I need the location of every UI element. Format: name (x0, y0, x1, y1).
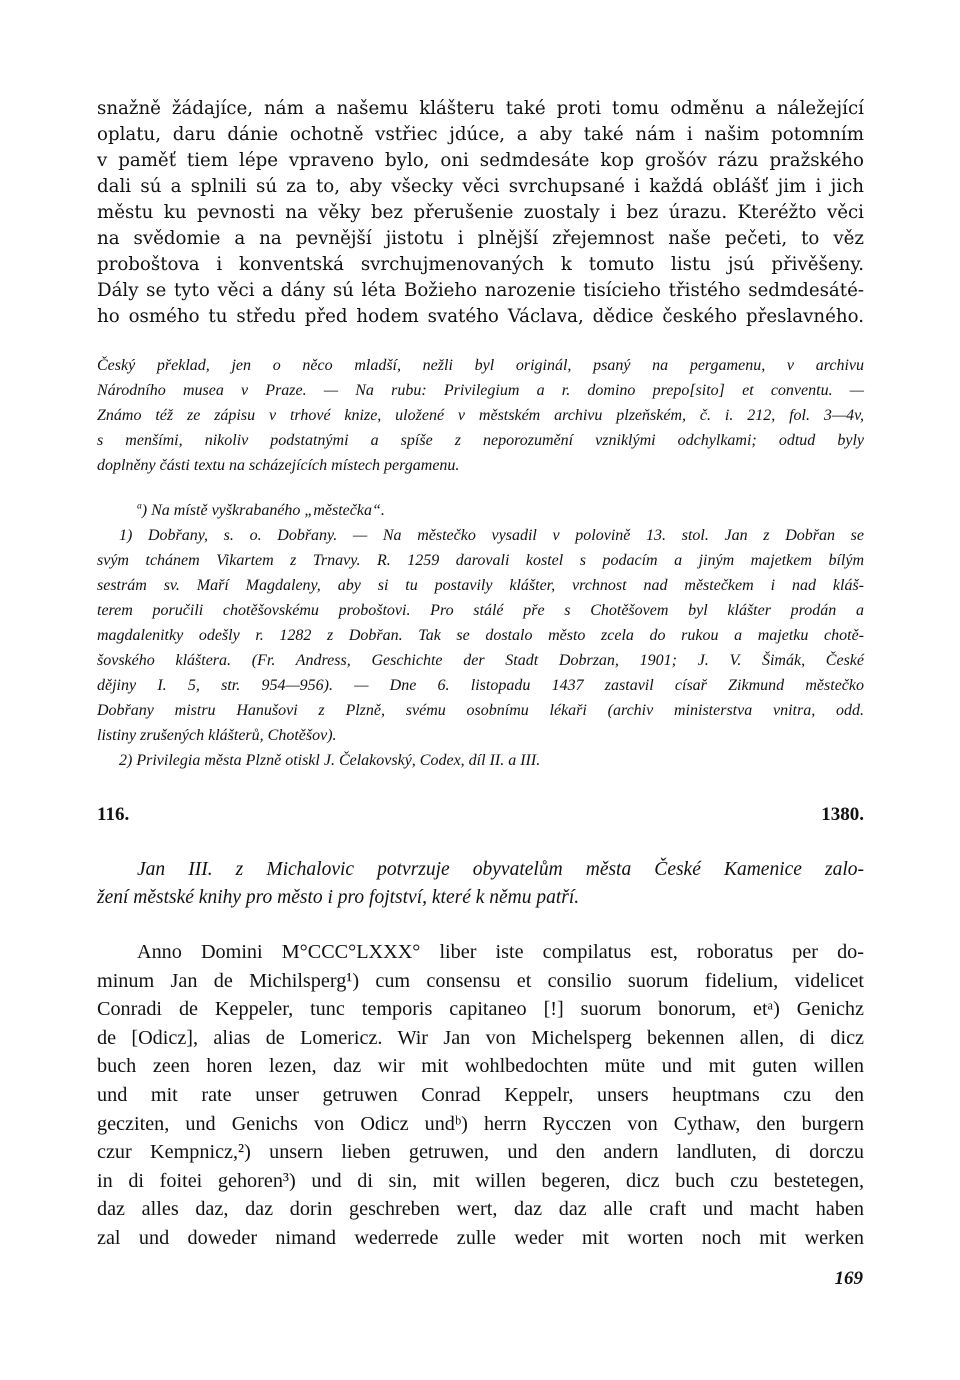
charter-line: daz alles daz, daz dorin geschreben wert, daz daz alle craft und macht haben (97, 1198, 864, 1221)
charter-line: de [Odicz], alias de Lomericz. Wir Jan von Michelsperg bekennen allen, di dicz (97, 1026, 864, 1049)
text-line: na svědomie a na pevnější jistotu i plnější zřejemnost naše pečeti, to věz (97, 228, 864, 249)
note-line: s menšími, nikoliv podstatnými a spíše z neporozumění vzniklými odchylkami; odtud byly (97, 432, 864, 449)
text-line: v paměť tiem lépe vpraveno bylo, oni sedmdesáte kop grošóv rázu pražského (97, 150, 864, 171)
footnote-line: Dobřany mistru Hanušovi z Plzně, svému osobnímu lékaři (archiv ministerstva vnitra, odd. (97, 702, 864, 719)
document-number: 116. (97, 804, 130, 825)
note-line: doplněny části textu na scházejících místech pergamenu. (97, 457, 460, 474)
note-line: Český překlad, jen o něco mladší, nežli byl originál, psaný na pergamenu, v archivu (97, 357, 864, 374)
page-number: 169 (834, 1268, 863, 1289)
text-line: dali sú a splnili sú za to, aby všecky věci svrchupsané i každá oblášť jim i jich (97, 176, 864, 197)
charter-line: und mit rate unser getruwen Conrad Keppelr, unsers heuptmans czu den (97, 1083, 864, 1106)
footnote-1 (97, 523, 864, 748)
footnote-line: terem poručili chotěšovskému proboštovi. Pro stálé pře s Chotěšovem byl klášter prodán a (97, 602, 864, 619)
czech-translation-text (97, 96, 864, 330)
edition-note (97, 353, 864, 478)
charter-line: czur Kempnicz,²) unsern lieben getruwen, und den andern landluten, di dorczu (97, 1141, 864, 1164)
charter-line: gecziten, und Genichs von Odicz undᵇ) herrn Rycczen von Cythaw, den burgern (97, 1112, 864, 1135)
charter-line: in di foitei gehoren³) und di sin, mit willen begeren, dicz buch czu bestetegen, (97, 1169, 864, 1192)
footnote-line: 1) Dobřany, s. o. Dobřany. — Na městečko vysadil v polovině 13. stol. Jan z Dobřan se (119, 527, 864, 544)
note-line: Známo též ze zápisu v trhové knize, uložené v městském archivu plzeňském, č. i. 212, fol. 3—4v, (97, 407, 864, 424)
charter-line: Anno Domini M°CCC°LXXX° liber iste compilatus est, roboratus per do- (137, 941, 864, 963)
footnote-2: 2) Privilegia města Plzně otiskl J. Čelakovský, Codex, díl II. a III. (119, 752, 541, 769)
text-line: oplatu, daru dánie ochotně vstřiec jdúce, a aby také nám i našim potomním (97, 124, 864, 145)
text-line: snažně žádajíce, nám a našemu klášteru také proti tomu odměnu a náležející (97, 98, 864, 119)
footnote-line: svým tchánem Vikartem z Trnavy. R. 1259 darovali kostel s podacím a jiným majetkem bílým (97, 552, 864, 569)
document-year: 1380. (821, 804, 864, 825)
footnote-line: listiny zrušených klášterů, Chotěšov). (97, 727, 337, 744)
text-line: Dály se tyto věci a dány sú léta Božieho narozenie tisícieho třistého sedmdesáté- (97, 280, 864, 301)
text-line: proboštova i konventská svrchujmenovaných k tomuto listu jsú přivěšeny. (97, 254, 864, 275)
charter-line: buch zeen horen lezen, daz wir mit wohlbedochten müte und mit guten willen (97, 1055, 864, 1078)
document-header (97, 804, 864, 826)
note-line: Národního musea v Praze. — Na rubu: Privilegium a r. domino prepo[sito] et conventu. — (97, 382, 864, 399)
footnote-a (97, 498, 864, 523)
regest (97, 856, 864, 912)
regest-line: žení městské knihy pro město i pro fojtství, které k němu patří. (97, 887, 580, 908)
charter-line: zal und doweder nimand wederrede zulle weder mit worten noch mit werken (97, 1226, 864, 1249)
regest-line: Jan III. z Michalovic potvrzuje obyvatelům města České Kamenice zalo- (137, 859, 864, 880)
charter-line: minum Jan de Michilsperg¹) cum consensu et consilio suorum fidelium, videlicet (97, 969, 864, 992)
footnote-line: magdalenitky odešly r. 1282 z Dobřan. Tak se dostalo město zcela do rukou a majetku chotě- (97, 627, 864, 644)
text-line: ho osmého tu středu před hodem svatého Václava, dědice českého přeslavného. (97, 306, 864, 327)
footnote-line: sestrám sv. Maří Magdaleny, aby si tu postavily klášter, vrchnost nad městečkem i nad kláš- (97, 577, 864, 594)
page-body (97, 96, 864, 773)
footnote-mark: a (137, 500, 142, 512)
footnote-line: šovského kláštera. (Fr. Andress, Geschichte der Stadt Dobrzan, 1901; J. V. Šimák, České (97, 652, 864, 669)
charter-line: Conradi de Keppeler, tunc temporis capitaneo [!] suorum bonorum, etᵃ) Genichz (97, 998, 864, 1021)
footnote-line: dějiny I. 5, str. 954—956). — Dne 6. listopadu 1437 zastavil císař Zikmund městečko (97, 677, 864, 694)
charter-text (97, 938, 864, 1253)
text-line: městu ku pevnosti na věky bez přerušenie zuostaly i bez úrazu. Kteréžto věci (97, 202, 864, 223)
footnote-text: ) Na místě vyškrabaného „městečka“. (141, 502, 385, 519)
